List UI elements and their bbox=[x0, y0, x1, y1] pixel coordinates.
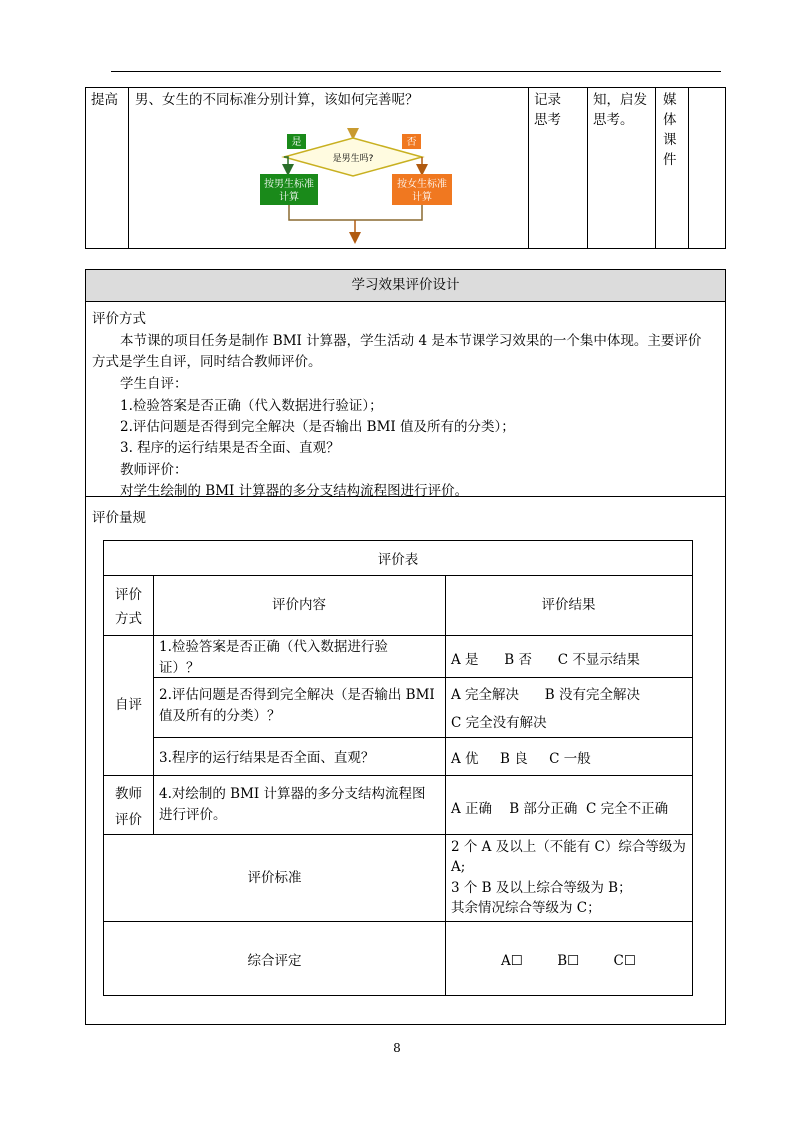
section-title: 学习效果评价设计 bbox=[86, 270, 725, 302]
col-divider bbox=[655, 87, 656, 249]
standard-l1: 2 个 A 及以上（不能有 C）综合等级为 bbox=[451, 839, 686, 855]
col-divider bbox=[688, 87, 689, 249]
self-eval-label: 学生自评： bbox=[120, 376, 188, 392]
col-divider bbox=[128, 87, 129, 249]
criterion-4-l2: 进行评价。 bbox=[159, 807, 227, 823]
standard-label: 评价标准 bbox=[247, 870, 302, 886]
self-eval-cell: 自评 bbox=[115, 697, 142, 713]
male-calc-l2: 计算 bbox=[279, 192, 299, 203]
criterion-2-l2: 值及所有的分类）？ bbox=[159, 708, 281, 724]
female-calc-l1: 按女生标准 bbox=[397, 179, 447, 190]
design-intent: 知，启发思考。 bbox=[593, 92, 647, 128]
merge-line bbox=[289, 205, 422, 220]
teacher-eval-item: 对学生绘制的 BMI 计算器的多分支结构流程图进行评价。 bbox=[120, 483, 469, 499]
result-3: A 优 B 良 C 一般 bbox=[451, 751, 591, 767]
gender-flowchart bbox=[170, 128, 470, 246]
rubric-label: 评价量规 bbox=[92, 510, 146, 526]
page-number: 8 bbox=[393, 1041, 401, 1055]
result-2-l2: C 完全没有解决 bbox=[451, 715, 547, 731]
result-4: A 正确 B 部分正确 C 完全不正确 bbox=[451, 801, 669, 817]
col-divider bbox=[587, 87, 588, 249]
hline bbox=[153, 677, 692, 678]
yes-label: 是 bbox=[291, 137, 302, 148]
result-1: A 是 B 否 C 不显示结果 bbox=[451, 652, 640, 668]
self-eval-item-2: 2.评估问题是否得到完全解决（是否输出 BMI 值及所有的分类）； bbox=[120, 419, 515, 435]
hline bbox=[153, 737, 692, 738]
criterion-3: 3.程序的运行结果是否全面、直观？ bbox=[159, 750, 375, 766]
question-text: 男、女生的不同标准分别计算，该如何完善呢？ bbox=[135, 92, 419, 108]
student-activity: 记录思考 bbox=[534, 92, 561, 128]
col-divider bbox=[528, 87, 529, 249]
header-rule bbox=[111, 71, 721, 72]
no-label: 否 bbox=[406, 137, 417, 148]
hline bbox=[104, 635, 692, 636]
hline bbox=[104, 575, 692, 576]
method-para-l2: 方式是学生自评，同时结合教师评价。 bbox=[92, 354, 322, 370]
method-block bbox=[86, 302, 725, 497]
teacher-eval-cell-l1: 教师 bbox=[115, 786, 142, 802]
header-content: 评价内容 bbox=[272, 597, 326, 613]
vline bbox=[445, 575, 446, 995]
teacher-eval-label: 教师评价： bbox=[120, 462, 188, 478]
female-calc-l2: 计算 bbox=[412, 192, 432, 203]
evaluation-table bbox=[103, 540, 693, 996]
media-resource: 媒体课件 bbox=[663, 92, 677, 168]
standard-l3: 3 个 B 及以上综合等级为 B； bbox=[451, 880, 632, 896]
criterion-1-l1: 1.检验答案是否正确（代入数据进行验 bbox=[159, 639, 388, 655]
criterion-4-l1: 4.对绘制的 BMI 计算器的多分支结构流程图 bbox=[159, 786, 426, 802]
teacher-eval-cell-l2: 评价 bbox=[115, 812, 142, 828]
hline bbox=[104, 921, 692, 922]
self-eval-item-3: 3. 程序的运行结果是否全面、直观？ bbox=[120, 440, 340, 456]
standard-l2: A; bbox=[451, 859, 466, 875]
yes-arrow bbox=[284, 157, 288, 170]
header-method-l1: 评价 bbox=[115, 587, 142, 603]
hline bbox=[104, 834, 692, 835]
criterion-2-l1: 2.评估问题是否得到完全解决（是否输出 BMI bbox=[159, 687, 435, 703]
criterion-1-l2: 证）？ bbox=[159, 660, 200, 676]
hline bbox=[104, 775, 692, 776]
header-method-l2: 方式 bbox=[115, 611, 142, 627]
stage-label: 提高 bbox=[91, 92, 118, 108]
self-eval-item-1: 1.检验答案是否正确（代入数据进行验证）； bbox=[120, 398, 383, 414]
final-label: 综合评定 bbox=[247, 953, 302, 969]
decision-text: 是男生吗? bbox=[332, 154, 374, 164]
male-calc-l1: 按男生标准 bbox=[264, 179, 314, 190]
result-2-l1: A 完全解决 B 没有完全解决 bbox=[451, 687, 640, 703]
standard-l4: 其余情况综合等级为 C； bbox=[451, 900, 601, 916]
method-para-l1: 本节课的项目任务是制作 BMI 计算器，学生活动 4 是本节课学习效果的一个集中体现。主要评价 bbox=[120, 333, 702, 349]
eval-table-title: 评价表 bbox=[377, 552, 419, 568]
method-label: 评价方式 bbox=[92, 311, 146, 327]
final-options: A☐ B☐ C☐ bbox=[501, 953, 636, 969]
header-result: 评价结果 bbox=[541, 597, 596, 613]
evaluation-section bbox=[85, 269, 726, 1025]
